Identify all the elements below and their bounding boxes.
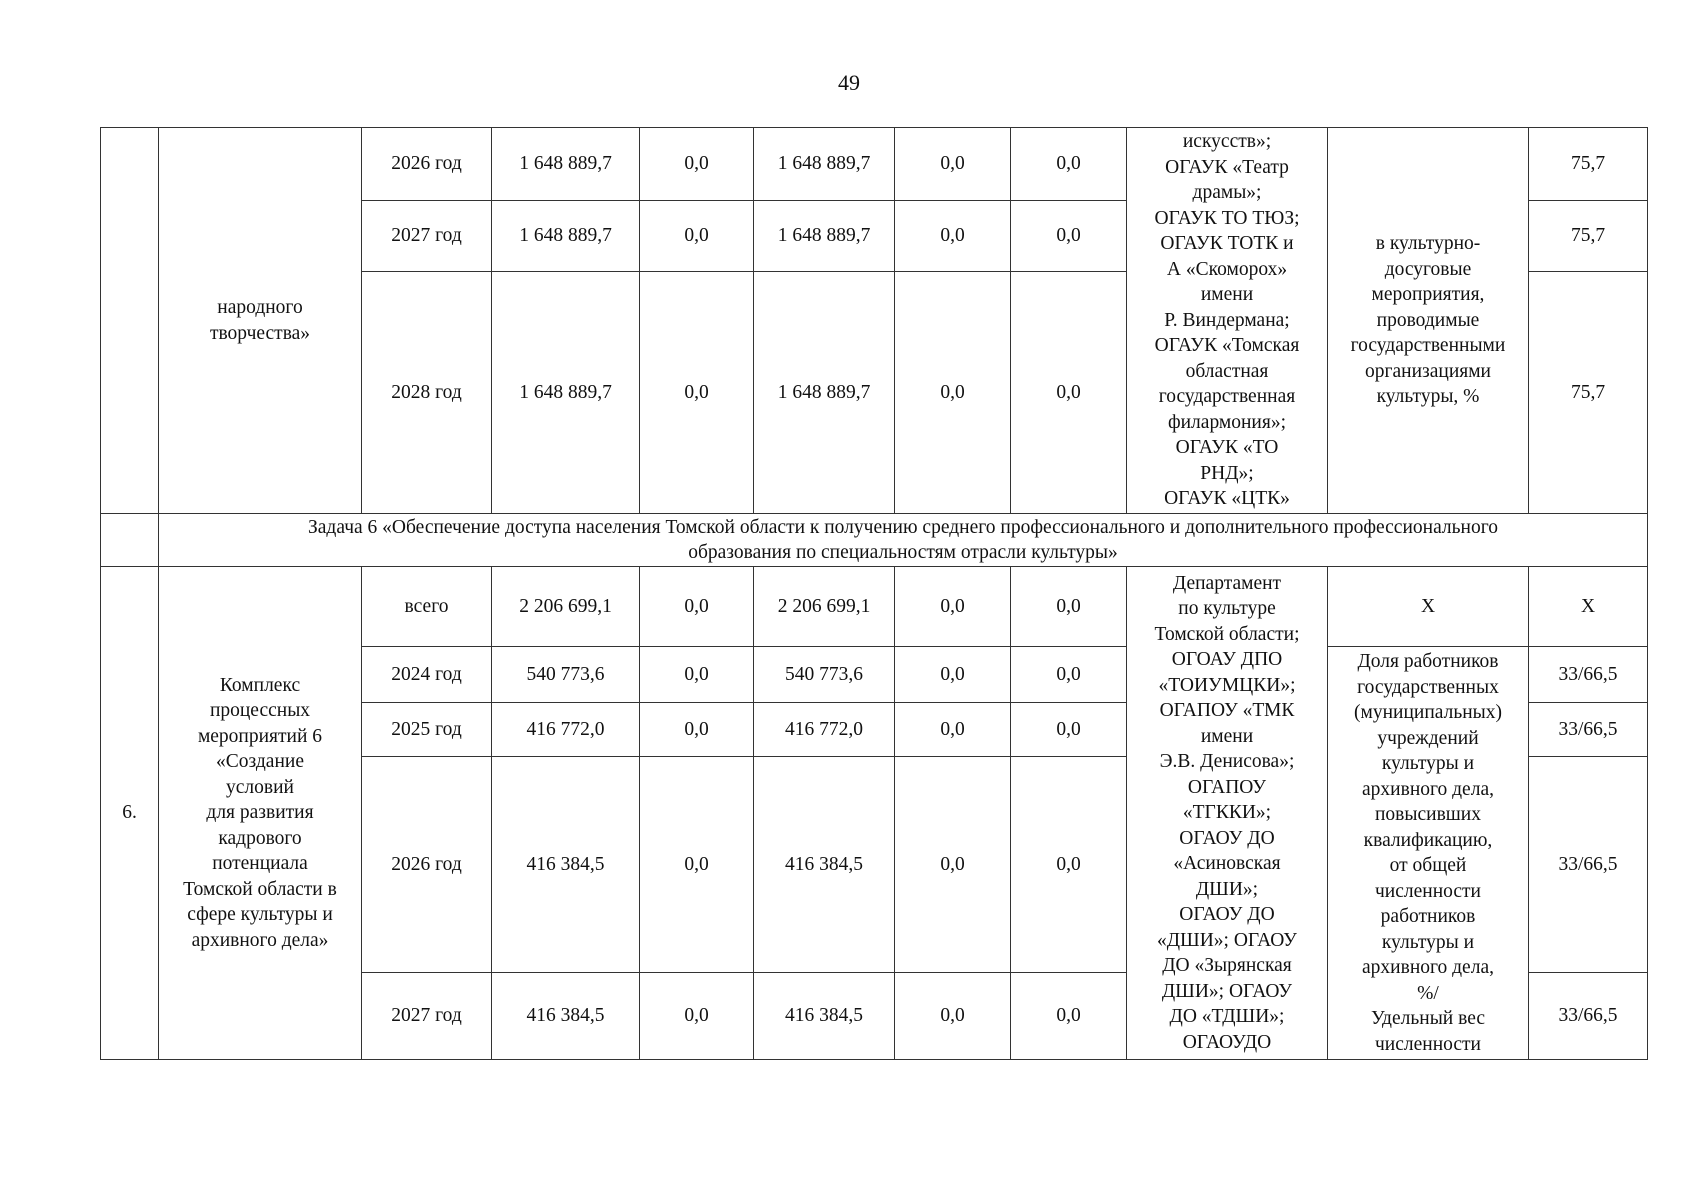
- executor-line: по культуре: [1178, 598, 1276, 620]
- indicator-name-cell: [1328, 647, 1529, 1060]
- executor-line: ОГАПОУ «ТМК: [1159, 700, 1295, 722]
- indicator-name-cell: [1328, 128, 1529, 514]
- executor-cell: [1127, 128, 1328, 514]
- executor-line: областная: [1185, 360, 1269, 382]
- executor-line: ДШИ»;: [1195, 878, 1259, 900]
- municipal-cell: 0,0: [895, 128, 1011, 201]
- other-cell: 0,0: [1011, 973, 1127, 1060]
- indicator-line: (муниципальных): [1354, 702, 1502, 723]
- indicator-line: численности: [1374, 1033, 1481, 1055]
- executor-line: ОГАУК «Театр: [1165, 156, 1289, 178]
- table-row: [101, 567, 1648, 647]
- indicator-line: культуры и: [1381, 753, 1475, 774]
- indicator-line: архивного дела,: [1362, 778, 1494, 800]
- task-number-cell: [101, 514, 159, 567]
- indicator-line: мероприятия,: [1371, 284, 1485, 306]
- indicator-line: архивного дела,: [1362, 957, 1494, 978]
- indicator-line: численности: [1374, 880, 1481, 902]
- municipal-cell: 0,0: [895, 567, 1011, 647]
- municipal-cell: 0,0: [895, 973, 1011, 1060]
- executor-line: филармония»;: [1167, 411, 1286, 433]
- regional-cell: 416 772,0: [754, 703, 895, 757]
- executor-line: ОГАУК «ЦТК»: [1164, 488, 1290, 510]
- executor-line: государственная: [1158, 386, 1296, 408]
- federal-cell: 0,0: [640, 128, 754, 201]
- indicator-value-cell: 33/66,5: [1529, 703, 1648, 757]
- other-cell: 0,0: [1011, 272, 1127, 514]
- federal-cell: 0,0: [640, 647, 754, 703]
- executor-line: «ТОИУМЦКИ»;: [1158, 674, 1296, 696]
- executor-line: ОГАОУДО: [1182, 1031, 1272, 1053]
- executor-line: ДО «Зырянская: [1162, 955, 1292, 977]
- executor-line: ОГАУК ТО ТЮЗ;: [1154, 207, 1300, 229]
- total-cell: 540 773,6: [492, 647, 640, 703]
- activity-name-line: условий: [226, 776, 294, 798]
- other-cell: 0,0: [1011, 128, 1127, 201]
- number-cell: [101, 128, 159, 514]
- indicator-line: государственными: [1350, 335, 1506, 357]
- activity-name-line: «Создание: [216, 751, 304, 773]
- year-cell: 2028 год: [362, 272, 492, 514]
- executor-line: ОГАУК «Томская: [1154, 335, 1300, 357]
- federal-cell: 0,0: [640, 703, 754, 757]
- activity-name-line: народного: [217, 297, 303, 318]
- executor-line: ДШИ»; ОГАОУ: [1161, 980, 1293, 1002]
- municipal-cell: 0,0: [895, 272, 1011, 514]
- executor-line: ОГАОУ ДО: [1179, 904, 1275, 926]
- activity-name-line: кадрового: [218, 827, 302, 849]
- activity-name-line: архивного дела»: [191, 929, 329, 951]
- activity-name-cell: [159, 128, 362, 514]
- indicator-value-cell: X: [1529, 567, 1648, 647]
- regional-cell: 416 384,5: [754, 757, 895, 973]
- indicator-value-cell: 75,7: [1529, 128, 1648, 201]
- regional-cell: 1 648 889,7: [754, 272, 895, 514]
- executor-line: Томской области;: [1154, 623, 1300, 645]
- indicator-line: от общей: [1389, 855, 1467, 876]
- activity-name-line: сфере культуры и: [187, 904, 333, 926]
- regional-cell: 1 648 889,7: [754, 128, 895, 201]
- table-row: [101, 128, 1648, 201]
- activity-name-line: для развития: [206, 802, 314, 824]
- regional-cell: 540 773,6: [754, 647, 895, 703]
- municipal-cell: 0,0: [895, 201, 1011, 272]
- indicator-line: квалификацию,: [1363, 829, 1493, 851]
- year-cell: всего: [362, 567, 492, 647]
- indicator-line: культуры, %: [1376, 386, 1480, 408]
- year-cell: 2026 год: [362, 128, 492, 201]
- regional-cell: 416 384,5: [754, 973, 895, 1060]
- year-cell: 2026 год: [362, 757, 492, 973]
- total-cell: 416 772,0: [492, 703, 640, 757]
- federal-cell: 0,0: [640, 201, 754, 272]
- executor-line: драмы»;: [1192, 182, 1262, 204]
- executor-line: ОГАУК ТОТК и: [1160, 233, 1294, 255]
- indicator-line: проводимые: [1376, 309, 1480, 331]
- year-cell: 2027 год: [362, 201, 492, 272]
- executor-line: имени: [1200, 725, 1254, 747]
- other-cell: 0,0: [1011, 201, 1127, 272]
- activity-name-line: процессных: [209, 700, 311, 722]
- total-cell: 2 206 699,1: [492, 567, 640, 647]
- total-cell: 416 384,5: [492, 973, 640, 1060]
- total-cell: 1 648 889,7: [492, 201, 640, 272]
- indicator-name-cell: X: [1328, 567, 1529, 647]
- indicator-line: повысивших: [1375, 804, 1481, 825]
- page-number: 49: [838, 70, 860, 95]
- indicator-line: %/: [1417, 982, 1439, 1004]
- total-cell: 416 384,5: [492, 757, 640, 973]
- municipal-cell: 0,0: [895, 757, 1011, 973]
- indicator-line: Доля работников: [1357, 651, 1499, 672]
- indicator-line: Удельный вес: [1370, 1008, 1485, 1029]
- executor-line: РНД»;: [1200, 462, 1254, 484]
- indicator-line: учреждений: [1377, 727, 1479, 749]
- activity-name-cell: [159, 567, 362, 1060]
- executor-line: ДО «ТДШИ»;: [1169, 1006, 1285, 1028]
- task-title-line: Задача 6 «Обеспечение доступа населения Томской области к получению среднего профессионального и дополнительного профессионального: [308, 516, 1498, 538]
- regional-cell: 2 206 699,1: [754, 567, 895, 647]
- indicator-value-cell: 75,7: [1529, 201, 1648, 272]
- year-cell: 2027 год: [362, 973, 492, 1060]
- executor-line: «Асиновская: [1173, 853, 1281, 875]
- indicator-line: в культурно-: [1375, 233, 1481, 255]
- executor-line: Департамент: [1172, 572, 1282, 594]
- task-row: [101, 514, 1648, 567]
- executor-line: «ТГККИ»;: [1182, 802, 1272, 824]
- activity-name-line: творчества»: [209, 322, 311, 344]
- year-cell: 2024 год: [362, 647, 492, 703]
- federal-cell: 0,0: [640, 272, 754, 514]
- total-cell: 1 648 889,7: [492, 128, 640, 201]
- indicator-value-cell: 75,7: [1529, 272, 1648, 514]
- other-cell: 0,0: [1011, 647, 1127, 703]
- executor-line: Р. Виндермана;: [1164, 309, 1290, 331]
- activity-name-line: мероприятий 6: [197, 725, 323, 747]
- municipal-cell: 0,0: [895, 647, 1011, 703]
- indicator-value-cell: 33/66,5: [1529, 757, 1648, 973]
- executor-cell: [1127, 567, 1328, 1060]
- total-cell: 1 648 889,7: [492, 272, 640, 514]
- executor-line: имени: [1200, 284, 1254, 306]
- indicator-line: досуговые: [1384, 258, 1472, 280]
- municipal-cell: 0,0: [895, 703, 1011, 757]
- other-cell: 0,0: [1011, 567, 1127, 647]
- executor-line: ОГАУК «ТО: [1175, 437, 1279, 459]
- activity-name-line: потенциала: [212, 853, 308, 875]
- executor-line: ОГОАУ ДПО: [1171, 649, 1283, 671]
- number-cell: 6.: [101, 567, 159, 1060]
- task-title-line: образования по специальностям отрасли культуры»: [688, 542, 1118, 563]
- regional-cell: 1 648 889,7: [754, 201, 895, 272]
- federal-cell: 0,0: [640, 973, 754, 1060]
- indicator-line: культуры и: [1381, 931, 1475, 953]
- indicator-line: организациями: [1365, 360, 1491, 382]
- other-cell: 0,0: [1011, 757, 1127, 973]
- activity-name-line: Томской области в: [183, 878, 337, 900]
- executor-line: ОГАПОУ: [1187, 776, 1267, 798]
- executor-line: искусств»;: [1182, 131, 1272, 153]
- other-cell: 0,0: [1011, 703, 1127, 757]
- indicator-line: государственных: [1357, 676, 1499, 698]
- executor-line: ОГАОУ ДО: [1179, 827, 1275, 849]
- budget-table: [100, 127, 1648, 1060]
- executor-line: «ДШИ»; ОГАОУ: [1157, 929, 1297, 951]
- year-cell: 2025 год: [362, 703, 492, 757]
- indicator-value-cell: 33/66,5: [1529, 973, 1648, 1060]
- task-title-cell: [159, 514, 1648, 567]
- federal-cell: 0,0: [640, 567, 754, 647]
- indicator-line: работников: [1380, 906, 1476, 927]
- federal-cell: 0,0: [640, 757, 754, 973]
- executor-line: А «Скоморох»: [1166, 258, 1288, 280]
- indicator-value-cell: 33/66,5: [1529, 647, 1648, 703]
- executor-line: Э.В. Денисова»;: [1159, 751, 1295, 773]
- activity-name-line: Комплекс: [219, 674, 301, 696]
